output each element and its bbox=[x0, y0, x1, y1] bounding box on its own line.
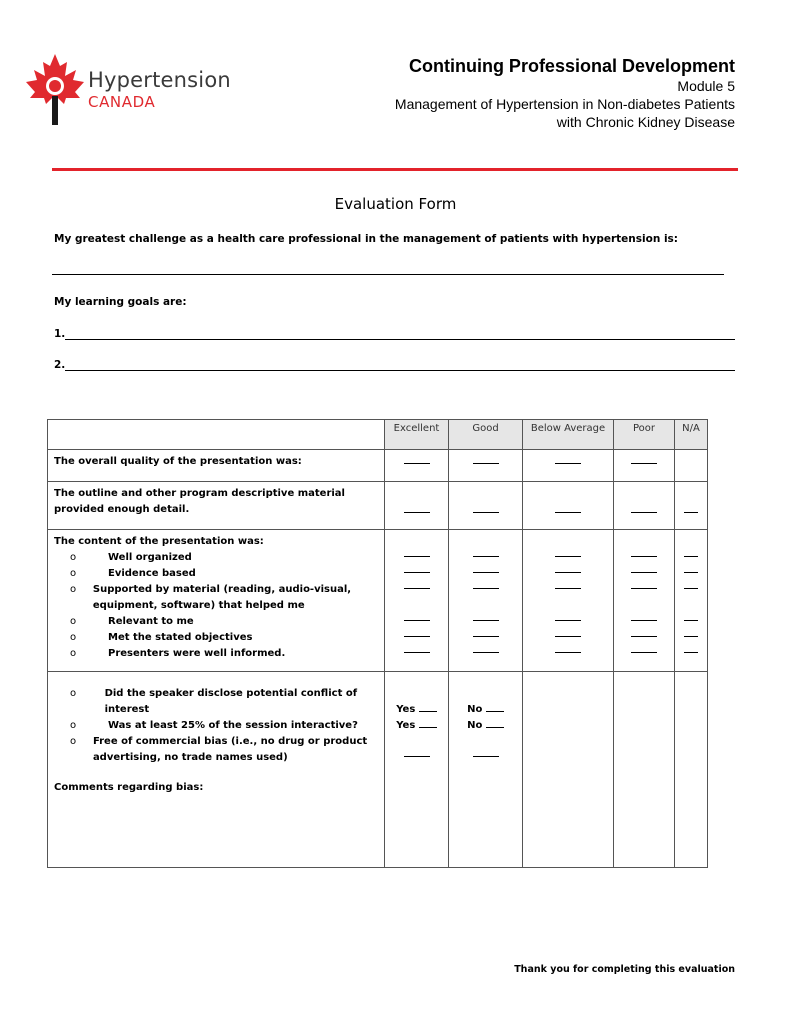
answer-blank[interactable] bbox=[419, 711, 437, 712]
answer-blank[interactable] bbox=[404, 756, 430, 757]
header-excellent: Excellent bbox=[385, 420, 449, 450]
rating-column[interactable] bbox=[614, 530, 675, 672]
rating-column[interactable] bbox=[385, 530, 449, 672]
answer-blank[interactable] bbox=[684, 652, 698, 653]
answer-blank[interactable] bbox=[684, 620, 698, 621]
bullet-mark: o bbox=[70, 648, 77, 659]
answer-blank[interactable] bbox=[684, 572, 698, 573]
answer-blank[interactable] bbox=[404, 463, 430, 464]
answer-blank[interactable] bbox=[486, 711, 504, 712]
rating-column[interactable] bbox=[449, 530, 523, 672]
no-option[interactable] bbox=[449, 718, 522, 734]
logo-text-hypertension: Hypertension bbox=[88, 68, 231, 92]
comments-label: Comments regarding bias: bbox=[54, 782, 204, 793]
answer-blank[interactable] bbox=[684, 636, 698, 637]
answer-blank[interactable] bbox=[631, 620, 657, 621]
header-below-average: Below Average bbox=[523, 420, 614, 450]
bullet-mark: o bbox=[70, 632, 77, 643]
answer-blank[interactable] bbox=[404, 636, 430, 637]
header-good: Good bbox=[449, 420, 523, 450]
list-item bbox=[54, 686, 378, 718]
answer-blank[interactable] bbox=[631, 652, 657, 653]
answer-blank[interactable] bbox=[404, 512, 430, 513]
evaluation-table bbox=[47, 419, 708, 868]
rating-cell[interactable] bbox=[385, 450, 449, 482]
rating-cell[interactable] bbox=[675, 482, 708, 530]
header-divider bbox=[52, 168, 738, 171]
header-blank-cell bbox=[48, 420, 385, 450]
list-item bbox=[54, 734, 378, 766]
answer-blank[interactable] bbox=[631, 463, 657, 464]
answer-blank[interactable] bbox=[631, 512, 657, 513]
table-row bbox=[48, 530, 708, 672]
header-subtitle-2: with Chronic Kidney Disease bbox=[556, 114, 735, 130]
footer-thank-you: Thank you for completing this evaluation bbox=[514, 964, 735, 975]
answer-blank[interactable] bbox=[555, 588, 581, 589]
no-label: No bbox=[467, 704, 483, 715]
bullet-mark: o bbox=[70, 736, 77, 747]
bias-item-label: Did the speaker disclose potential conflict of interest bbox=[104, 688, 358, 715]
rating-cell bbox=[675, 450, 708, 482]
header-subtitle-1: Management of Hypertension in Non-diabetes Patients bbox=[394, 96, 735, 112]
content-item-label: Met the stated objectives bbox=[108, 632, 253, 643]
logo-text-canada: CANADA bbox=[88, 93, 156, 111]
bullet-mark: o bbox=[70, 720, 77, 731]
answer-blank[interactable] bbox=[555, 620, 581, 621]
bullet-mark: o bbox=[70, 552, 77, 563]
list-item bbox=[54, 718, 378, 734]
bullet-mark: o bbox=[70, 616, 77, 627]
answer-blank[interactable] bbox=[684, 588, 698, 589]
row-outline-detail: The outline and other program descriptive material provided enough detail. bbox=[48, 482, 385, 530]
bullet-mark: o bbox=[70, 568, 77, 579]
answer-blank[interactable] bbox=[473, 463, 499, 464]
answer-blank[interactable] bbox=[631, 556, 657, 557]
row-overall-quality: The overall quality of the presentation was: bbox=[48, 450, 385, 482]
content-title: The content of the presentation was: bbox=[54, 536, 264, 547]
form-title: Evaluation Form bbox=[334, 195, 457, 213]
empty-cell bbox=[675, 672, 708, 868]
content-item-label: Supported by material (reading, audio-visual, equipment, software) that helped me bbox=[92, 584, 352, 611]
yes-label: Yes bbox=[396, 720, 416, 731]
header-poor: Poor bbox=[614, 420, 675, 450]
answer-blank[interactable] bbox=[473, 756, 499, 757]
empty-cell bbox=[523, 672, 614, 868]
answer-blank[interactable] bbox=[631, 588, 657, 589]
yes-option[interactable] bbox=[385, 702, 448, 718]
answer-blank[interactable] bbox=[555, 652, 581, 653]
answer-blank[interactable] bbox=[419, 727, 437, 728]
answer-blank[interactable] bbox=[555, 636, 581, 637]
answer-blank[interactable] bbox=[473, 588, 499, 589]
yes-label: Yes bbox=[396, 704, 416, 715]
answer-blank[interactable] bbox=[473, 572, 499, 573]
list-item bbox=[54, 550, 378, 566]
no-label: No bbox=[467, 720, 483, 731]
challenge-prompt: My greatest challenge as a health care professional in the management of patients with hypertension is: bbox=[54, 233, 678, 245]
rating-cell[interactable] bbox=[449, 482, 523, 530]
answer-blank[interactable] bbox=[473, 620, 499, 621]
answer-blank[interactable] bbox=[486, 727, 504, 728]
challenge-answer-line[interactable] bbox=[52, 274, 724, 275]
content-item-label: Evidence based bbox=[108, 568, 196, 579]
answer-blank[interactable] bbox=[631, 636, 657, 637]
answer-blank[interactable] bbox=[473, 652, 499, 653]
row-content bbox=[48, 530, 385, 672]
rating-cell[interactable] bbox=[385, 482, 449, 530]
table-row bbox=[48, 672, 708, 868]
yes-column bbox=[385, 672, 449, 868]
content-item-label: Well organized bbox=[108, 552, 192, 563]
header-module: Module 5 bbox=[677, 78, 735, 94]
answer-blank[interactable] bbox=[404, 572, 430, 573]
answer-blank[interactable] bbox=[555, 512, 581, 513]
bias-item-label: Free of commercial bias (i.e., no drug or product advertising, no trade names used) bbox=[92, 736, 368, 763]
bullet-mark: o bbox=[70, 688, 77, 699]
answer-blank[interactable] bbox=[631, 572, 657, 573]
table-row bbox=[48, 450, 708, 482]
rating-cell[interactable] bbox=[614, 482, 675, 530]
rating-cell[interactable] bbox=[523, 450, 614, 482]
free-bias-yes-blank[interactable] bbox=[385, 756, 448, 757]
table-header-row bbox=[48, 420, 708, 450]
answer-blank[interactable] bbox=[404, 556, 430, 557]
answer-blank[interactable] bbox=[404, 620, 430, 621]
list-item bbox=[54, 646, 378, 662]
maple-leaf-icon bbox=[20, 52, 90, 127]
bullet-mark: o bbox=[70, 584, 77, 595]
table-row bbox=[48, 482, 708, 530]
goal-2-answer-line[interactable] bbox=[65, 370, 735, 371]
goals-prompt: My learning goals are: bbox=[54, 296, 187, 308]
bias-item-label: Was at least 25% of the session interactive? bbox=[108, 720, 358, 731]
answer-blank[interactable] bbox=[555, 572, 581, 573]
answer-blank[interactable] bbox=[473, 512, 499, 513]
answer-blank[interactable] bbox=[404, 652, 430, 653]
content-item-label: Presenters were well informed. bbox=[108, 648, 286, 659]
empty-cell bbox=[614, 672, 675, 868]
yes-option[interactable] bbox=[385, 718, 448, 734]
answer-blank[interactable] bbox=[404, 588, 430, 589]
rating-cell[interactable] bbox=[523, 482, 614, 530]
rating-column[interactable] bbox=[523, 530, 614, 672]
answer-blank[interactable] bbox=[473, 556, 499, 557]
rating-cell[interactable] bbox=[449, 450, 523, 482]
no-option[interactable] bbox=[449, 702, 522, 718]
answer-blank[interactable] bbox=[684, 556, 698, 557]
header-title: Continuing Professional Development bbox=[408, 56, 735, 76]
header-na: N/A bbox=[675, 420, 708, 450]
list-item bbox=[54, 630, 378, 646]
rating-cell[interactable] bbox=[614, 450, 675, 482]
goal-number-1: 1. bbox=[54, 328, 66, 340]
answer-blank[interactable] bbox=[473, 636, 499, 637]
answer-blank[interactable] bbox=[555, 556, 581, 557]
answer-blank[interactable] bbox=[555, 463, 581, 464]
goal-number-2: 2. bbox=[54, 359, 66, 371]
list-item bbox=[54, 582, 378, 614]
list-item bbox=[54, 614, 378, 630]
row-bias bbox=[48, 672, 385, 868]
content-item-label: Relevant to me bbox=[108, 616, 194, 627]
free-bias-no-blank[interactable] bbox=[449, 756, 522, 757]
goal-1-answer-line[interactable] bbox=[65, 339, 735, 340]
list-item bbox=[54, 566, 378, 582]
rating-column-na[interactable] bbox=[675, 530, 708, 672]
no-column bbox=[449, 672, 523, 868]
answer-blank[interactable] bbox=[684, 512, 698, 513]
